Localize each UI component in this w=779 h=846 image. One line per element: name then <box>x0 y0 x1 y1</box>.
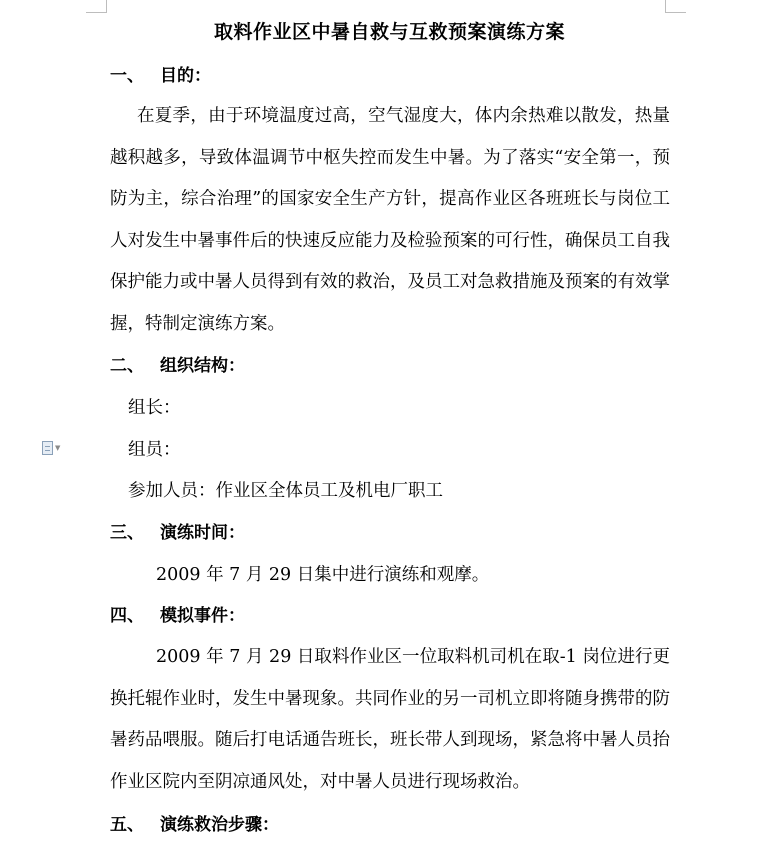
paragraph-options-button[interactable] <box>42 440 70 456</box>
document-title: 取料作业区中暑自救与互救预案演练方案 <box>213 21 565 43</box>
purpose-paragraph: 在夏季，由于环境温度过高，空气湿度大，体内余热难以散发，热量越积越多，导致体温调节中枢失控而发生中暑。为了落实“安全第一，预防为主，综合治理”的国家安全生产方针，提高作业区各班班长与岗位工人对发生中暑事件后的快速反应能力及检验预案的可行性，确保员工自我保护能力或中暑人员得到有效的救治，及员工对急救措施及预案的有效掌握，特制定演练方案。 <box>110 106 670 334</box>
section-title: 组织结构： <box>160 356 245 376</box>
section-heading-rescue-steps <box>110 813 279 837</box>
section-heading-purpose <box>110 64 211 88</box>
document-icon <box>42 441 53 455</box>
group-members-line: 组员： <box>128 440 181 460</box>
section-number: 一、 <box>110 66 144 86</box>
drill-time-line: 2009 年 7 月 29 日集中进行演练和观摩。 <box>156 565 490 585</box>
page-corner-mark-left <box>86 0 107 13</box>
section-number: 二、 <box>110 356 144 376</box>
section-title: 演练救治步骤： <box>160 815 279 835</box>
simulated-event-paragraph: 2009 年 7 月 29 日取料作业区一位取料机司机在取-1 岗位进行更换托辊作业时，发生中暑现象。共同作业的另一司机立即将随身携带的防暑药品喂服。随后打电话通告班长，班长带人到现场，紧急将中暑人员抬作业区院内至阴凉通风处，对中暑人员进行现场救治。 <box>110 647 670 792</box>
participants-line: 参加人员：作业区全体员工及机电厂职工 <box>128 481 443 501</box>
section-number: 四、 <box>110 606 144 626</box>
dropdown-caret-icon: ▼ <box>55 444 61 452</box>
section-number: 三、 <box>110 523 144 543</box>
section-title: 模拟事件： <box>160 606 245 626</box>
section-number: 五、 <box>110 815 144 835</box>
section-heading-organization <box>110 354 245 378</box>
section-heading-drill-time <box>110 521 245 545</box>
group-leader-line: 组长： <box>128 398 181 418</box>
section-title: 演练时间： <box>160 523 245 543</box>
page-corner-mark-right <box>665 0 686 13</box>
section-title: 目的： <box>160 66 211 86</box>
section-heading-simulated-event <box>110 604 245 628</box>
